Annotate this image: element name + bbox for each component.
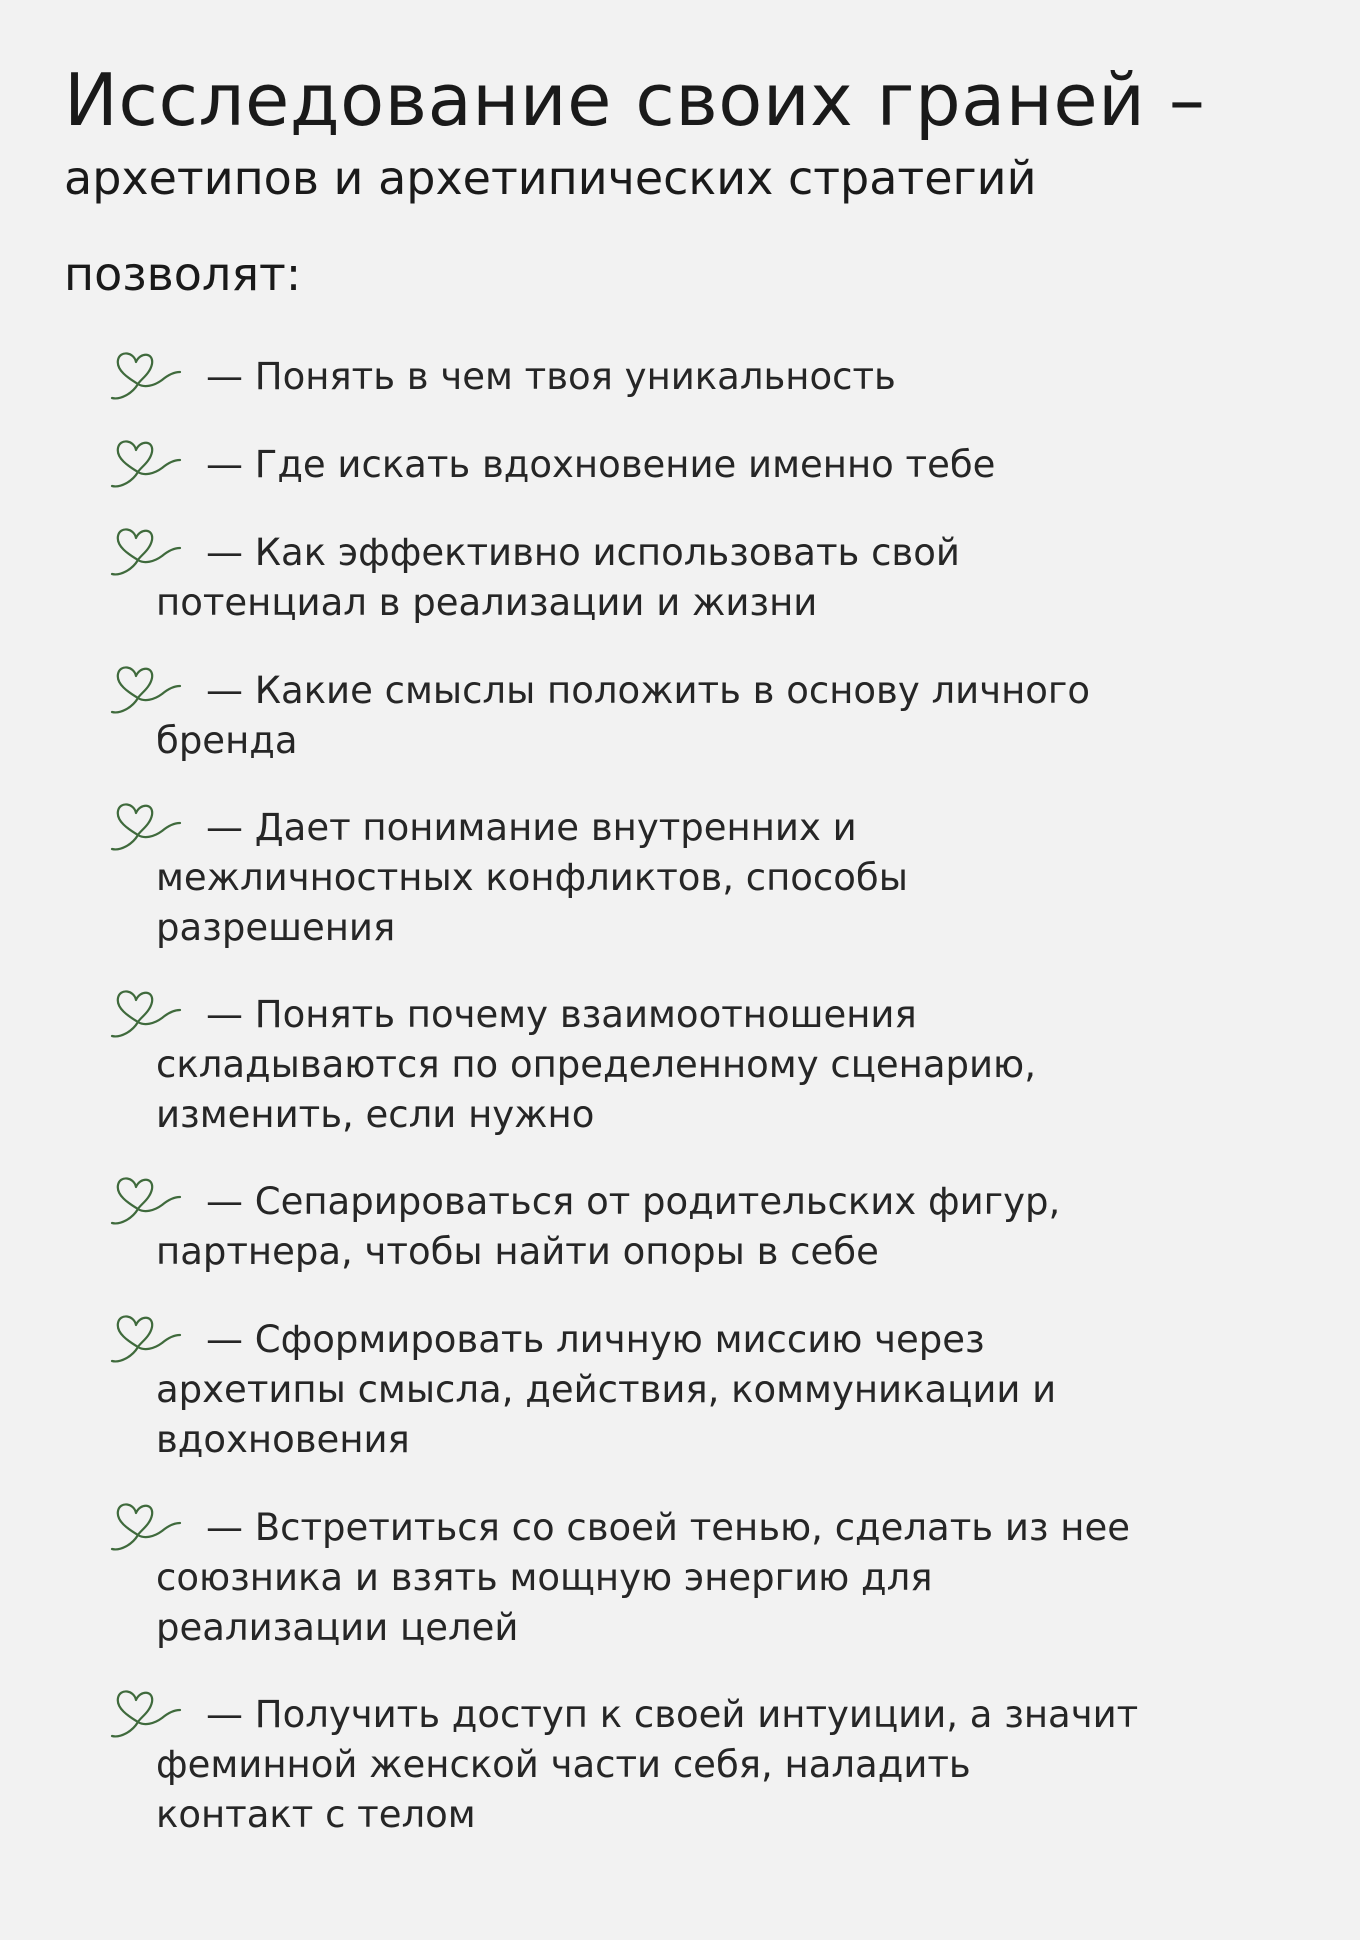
list-item-text: — Сформировать личную миссию через архетипы смысла, действия, коммуникации и вдохновения (156, 1318, 1057, 1461)
heart-squiggle-stroke (112, 804, 180, 849)
list-item (110, 440, 1310, 490)
heart-squiggle-stroke (112, 441, 180, 486)
list-item-text: — Встретиться со своей тенью, сделать из нее союзника и взять мощную энергию для реализации целей (156, 1506, 1131, 1649)
page-title: Исследование своих граней – (64, 58, 1206, 142)
heart-squiggle-stroke (112, 1691, 180, 1736)
heart-squiggle-stroke (112, 1178, 180, 1223)
heart-squiggle-icon (110, 436, 198, 492)
list-item (110, 1690, 1310, 1840)
list-item (110, 803, 1310, 953)
heart-squiggle-icon (110, 799, 198, 855)
list-item (110, 1315, 1310, 1465)
heart-squiggle-icon (110, 1499, 198, 1555)
heart-squiggle-icon (110, 662, 198, 718)
list-item (110, 352, 1310, 402)
page-lead-in: позволят: (64, 247, 302, 301)
list-item-text: — Понять почему взаимоотношения складываются по определенному сценарию, изменить, если нужно (156, 993, 1036, 1136)
list-item-text: — Где искать вдохновение именно тебе (206, 443, 996, 486)
heart-squiggle-stroke (112, 991, 180, 1036)
page-subtitle: архетипов и архетипических стратегий (64, 151, 1037, 205)
heart-squiggle-icon (110, 1686, 198, 1742)
list-item (110, 528, 1310, 628)
heart-squiggle-icon (110, 1311, 198, 1367)
heart-squiggle-stroke (112, 1504, 180, 1549)
list-item-text: — Какие смыслы положить в основу личного бренда (156, 669, 1090, 762)
list-item-text: — Понять в чем твоя уникальность (206, 355, 896, 398)
list-item-text: — Получить доступ к своей интуиции, а значит феминной женской части себя, наладить контакт с телом (156, 1693, 1139, 1836)
list-item-text: — Дает понимание внутренних и межличностных конфликтов, способы разрешения (156, 806, 908, 949)
list-item (110, 990, 1310, 1140)
list-item (110, 1503, 1310, 1653)
list-item-text: — Сепарироваться от родительских фигур, партнера, чтобы найти опоры в себе (156, 1180, 1061, 1273)
heart-squiggle-stroke (112, 529, 180, 574)
heart-squiggle-stroke (112, 353, 180, 398)
list-item-text: — Как эффективно использовать свой потенциал в реализации и жизни (156, 531, 960, 624)
heart-squiggle-icon (110, 348, 198, 404)
list-item (110, 666, 1310, 766)
heart-squiggle-stroke (112, 1316, 180, 1361)
heart-squiggle-icon (110, 524, 198, 580)
heart-squiggle-icon (110, 986, 198, 1042)
list-item (110, 1177, 1310, 1277)
heart-squiggle-icon (110, 1173, 198, 1229)
heart-squiggle-stroke (112, 667, 180, 712)
